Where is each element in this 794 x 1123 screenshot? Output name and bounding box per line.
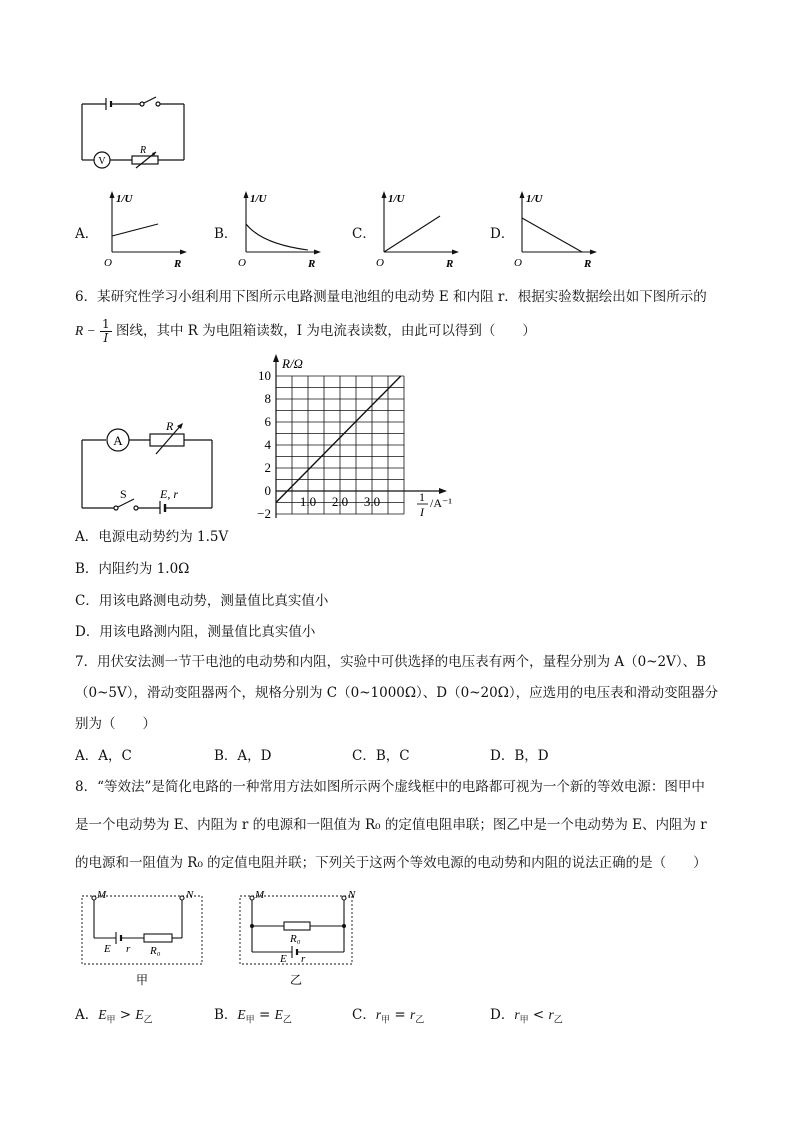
chart-y-tick-label: 8 — [264, 391, 271, 406]
q8-option-a-right: E — [135, 1007, 144, 1022]
q7-option-c[interactable]: C．B，C — [352, 748, 410, 764]
q5-graph-c-xlabel: R — [446, 258, 454, 270]
q6-frac-num: 1 — [102, 317, 110, 331]
chart-y-tick-label: 4 — [264, 437, 271, 452]
chart-y-arrow — [273, 354, 279, 362]
q6-stem-text1: 某研究性学习小组利用下图所示电路测量电池组的电动势 E 和内阻 r．根据实验数据绘出如下图所示的 — [97, 289, 707, 305]
q5-graph-b-xlabel: R — [308, 258, 316, 270]
q8-yi-caption: 乙 — [289, 973, 303, 987]
q8-yi-e: E — [280, 953, 287, 965]
q5-graph-d-xlabel: R — [584, 258, 592, 270]
q8-option-b-lsub: 甲 — [245, 1015, 255, 1026]
q8-figure-jia — [80, 888, 206, 988]
q6-source-label: E, r — [160, 487, 178, 501]
q8-option-b-op: = — [254, 1007, 275, 1023]
q6-stem-line1 — [75, 287, 707, 307]
q6-ammeter-label: A — [113, 433, 123, 448]
q8-option-d-letter: D． — [490, 1007, 515, 1023]
q8-yi-m: M — [255, 889, 265, 901]
q8-option-d-lsub: 甲 — [519, 1015, 529, 1026]
q7-stem-line1: 7．用伏安法测一节干电池的电动势和内阻，实验中可供选择的电压表有两个，量程分别为 A（0~2V）、B — [75, 654, 707, 670]
q5-graph-a-xlabel: R — [174, 258, 182, 270]
chart-x-tick-label: 1.0 — [299, 494, 317, 509]
q8-jia-r: r — [126, 943, 131, 955]
q8-stem-line1: 8．“等效法”是简化电路的一种常用方法如图所示两个虚线框中的电路都可视为一个新的等效电源：图甲中 — [75, 779, 705, 795]
chart-y-tick-label: 10 — [258, 368, 271, 383]
q8-jia-caption: 甲 — [135, 973, 149, 987]
q8-option-c-rsub: 乙 — [415, 1015, 425, 1026]
chart-x-arrow — [439, 488, 447, 494]
q8-option-c-lsub: 甲 — [381, 1015, 391, 1026]
q6-chart-xlabel-num: 1 — [419, 490, 425, 504]
q6-switch-label: S — [120, 487, 127, 501]
q7-option-a[interactable]: A．A，C — [75, 748, 132, 764]
q8-option-c[interactable] — [352, 1003, 424, 1026]
q6-circuit-diagram — [78, 418, 218, 514]
q6-chart-xlabel-den: I — [420, 505, 424, 519]
chart-x-tick-label: 3.0 — [363, 494, 381, 509]
q8-option-c-letter: C． — [352, 1007, 376, 1023]
q8-option-a-letter: A． — [75, 1007, 99, 1023]
q6-option-a[interactable]: A．电源电动势约为 1.5V — [75, 529, 229, 545]
q8-yi-n: N — [348, 889, 356, 901]
q8-option-d-left: r — [514, 1007, 520, 1022]
q5-graph-d-origin: O — [514, 257, 522, 269]
q6-option-d[interactable]: D．用该电路测内阻，测量值比真实值小 — [75, 624, 316, 640]
q5-voltmeter-label: V — [98, 156, 106, 167]
q6-fraction — [100, 318, 112, 345]
chart-y-tick-label: 2 — [264, 460, 271, 475]
q8-jia-m: M — [97, 889, 107, 901]
q8-jia-r0: R₀ — [150, 945, 161, 957]
q8-stem-line3: 的电源和一阻值为 R₀ 的定值电阻并联；下列关于这两个等效电源的电动势和内阻的说法正确的是（ ） — [75, 855, 707, 871]
q7-option-d[interactable]: D．B，D — [490, 748, 549, 764]
chart-y-tick-label: −2 — [257, 506, 271, 521]
q6-chart-xlabel-unit: /A⁻¹ — [430, 496, 452, 510]
chart-series-line — [276, 376, 401, 503]
q8-jia-n: N — [186, 889, 194, 901]
q8-option-b-letter: B． — [214, 1007, 238, 1023]
q8-option-c-right: r — [410, 1007, 416, 1022]
q5-graph-d — [510, 186, 600, 270]
q8-jia-e: E — [104, 943, 111, 955]
q6-option-b[interactable]: B．内阻约为 1.0Ω — [75, 561, 190, 577]
q5-option-d-letter: D． — [490, 226, 515, 242]
q8-option-c-op: = — [390, 1007, 411, 1023]
q6-stem-text2: 图线，其中 R 为电阻箱读数，I 为电流表读数，由此可以得到（ ） — [115, 323, 536, 339]
q6-number: 6． — [75, 289, 98, 305]
q8-option-a-left: E — [98, 1007, 107, 1022]
q8-option-b-right: E — [274, 1007, 283, 1022]
q5-graph-c-ylabel: 1/U — [388, 193, 405, 205]
q8-option-b-left: E — [237, 1007, 246, 1022]
q5-option-c-letter[interactable]: C． — [352, 226, 376, 242]
q8-yi-r0: R₀ — [290, 933, 301, 945]
q8-option-d[interactable] — [490, 1003, 563, 1026]
q8-option-d-rsub: 乙 — [553, 1015, 563, 1026]
chart-y-tick-label: 6 — [264, 414, 271, 429]
q8-yi-r: r — [301, 953, 306, 965]
q8-option-b-rsub: 乙 — [282, 1015, 292, 1026]
q5-option-b-letter[interactable]: B． — [214, 226, 238, 242]
q5-graph-b — [234, 186, 324, 270]
q8-option-c-left: r — [375, 1007, 382, 1022]
q8-stem-line2: 是一个电动势为 E、内阻为 r 的电源和一阻值为 R₀ 的定值电阻串联；图乙中是一个电动势为 E、内阻为 r — [75, 817, 707, 833]
q5-graph-a-origin: O — [104, 257, 112, 269]
chart-y-tick-label: 0 — [264, 483, 271, 498]
q8-option-a-op: > — [115, 1007, 136, 1023]
q5-graph-c-origin: O — [376, 257, 384, 269]
q6-chart-ylabel: R/Ω — [282, 356, 303, 371]
q6-stem-line2 — [75, 318, 536, 345]
q6-r-minus: R − — [75, 323, 96, 338]
q5-graph-b-origin: O — [238, 257, 246, 269]
q5-option-a-letter[interactable]: A． — [75, 226, 99, 242]
q8-option-d-right: r — [548, 1007, 554, 1022]
q6-r-vs-inverse-i-chart — [252, 352, 472, 522]
q7-stem-line3: 别为（ ） — [75, 716, 156, 732]
q6-resistor-label: R — [166, 419, 174, 433]
q8-option-a[interactable] — [75, 1003, 153, 1026]
q7-option-b[interactable]: B．A，D — [214, 748, 272, 764]
q8-option-b[interactable] — [214, 1003, 292, 1026]
q5-graph-c — [372, 186, 462, 270]
q8-option-a-lsub: 甲 — [106, 1015, 116, 1026]
q5-graph-a — [100, 186, 190, 270]
q5-circuit-diagram — [78, 96, 190, 172]
q7-stem-line2: （0~5V），滑动变阻器两个，规格分别为 C（0~1000Ω）、D（0~20Ω），应选用的电压表和滑动变阻器分 — [75, 685, 719, 701]
q8-option-d-op: < — [528, 1007, 549, 1023]
q8-figure-yi — [238, 888, 364, 988]
q5-resistor-label: R — [140, 145, 147, 156]
q5-graph-d-ylabel: 1/U — [526, 193, 543, 205]
q5-graph-a-ylabel: 1/U — [116, 193, 133, 205]
chart-x-tick-label: 2.0 — [331, 494, 349, 509]
q5-graph-b-ylabel: 1/U — [250, 193, 267, 205]
q6-frac-den: I — [103, 331, 109, 345]
q6-option-c[interactable]: C．用该电路测电动势，测量值比真实值小 — [75, 593, 329, 609]
q8-option-a-rsub: 乙 — [143, 1015, 153, 1026]
